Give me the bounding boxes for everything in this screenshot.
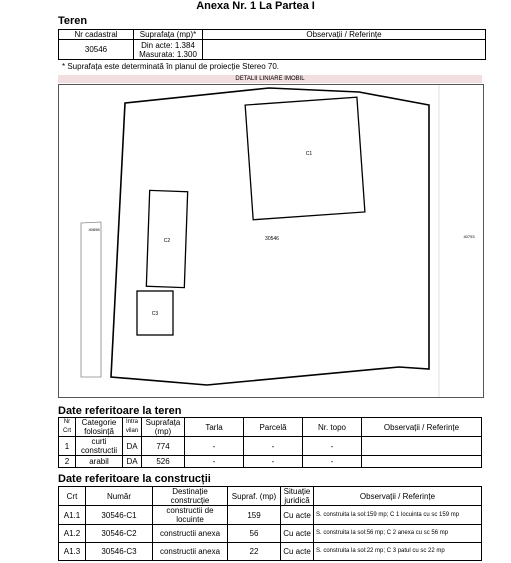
table-row <box>59 437 482 456</box>
label-c2: C2 <box>163 238 171 244</box>
cell: - <box>244 437 303 456</box>
table-row <box>59 506 482 525</box>
cell: curti constructii <box>76 437 123 456</box>
col-supraf: Supraf. (mp) <box>228 487 281 506</box>
col-observatii: Observații / Referințe <box>203 30 486 40</box>
cell: 30546-C3 <box>86 543 153 561</box>
teren-ref-table <box>58 417 482 468</box>
cell: A1.3 <box>59 543 86 561</box>
cell: 30546-C1 <box>86 506 153 525</box>
col-suprafata: Suprafața (mp)* <box>134 30 203 40</box>
label-parcel: 30546 <box>265 236 279 242</box>
col-categorie: Categorie folosință <box>76 418 123 437</box>
table-row <box>59 543 482 561</box>
cell: 1 <box>59 437 76 456</box>
din-acte: Din acte: 1.384 <box>141 40 195 50</box>
cell: S. construita la sol:56 mp; C 2 anexa cu sc 56 mp <box>314 525 482 543</box>
cell: 22 <box>228 543 281 561</box>
cell: S. construita la sol:22 mp; C 3 patul cu sc 22 mp <box>314 543 482 561</box>
masurata: Masurata: 1.300 <box>139 49 197 59</box>
teren-ref-heading: Date referitoare la teren <box>58 405 182 417</box>
col-observatii: Observații / Referințe <box>362 418 482 437</box>
site-plan-svg <box>59 85 483 397</box>
cell: 774 <box>142 437 185 456</box>
cell: 2 <box>59 456 76 468</box>
col-numar: Număr <box>86 487 153 506</box>
col-destinatie: Destinație construcție <box>153 487 228 506</box>
cell: DA <box>123 437 142 456</box>
cadastral-value: 30546 <box>59 40 134 60</box>
cell: - <box>185 456 244 468</box>
drawing-strip: DETALII LINIARE IMOBIL <box>58 75 482 83</box>
surface-note: * Suprafața este determinată în planul de proiecție Stereo 70. <box>62 62 280 71</box>
cell <box>362 456 482 468</box>
cell: 526 <box>142 456 185 468</box>
neighbor-left <box>81 222 101 377</box>
cell: 159 <box>228 506 281 525</box>
label-c3: C3 <box>151 311 159 317</box>
col-nr-cadastral: Nr cadastral <box>59 30 134 40</box>
building-c1 <box>245 97 365 220</box>
col-situatie: Situație juridică <box>281 487 314 506</box>
col-nr-crt: Nr Crt <box>59 418 76 437</box>
label-left: 40698 <box>88 227 100 232</box>
cell <box>362 437 482 456</box>
cell: arabil <box>76 456 123 468</box>
label-c1: C1 <box>305 151 313 157</box>
cell: Cu acte <box>281 543 314 561</box>
col-nr-topo: Nr. topo <box>303 418 362 437</box>
cell: constructii anexa <box>153 543 228 561</box>
constr-heading: Date referitoare la construcții <box>58 473 211 485</box>
cell: A1.1 <box>59 506 86 525</box>
cell: 30546-C2 <box>86 525 153 543</box>
cell: - <box>185 437 244 456</box>
cell: constructii anexa <box>153 525 228 543</box>
cell: Cu acte <box>281 525 314 543</box>
cell: - <box>303 456 362 468</box>
col-intravilan: Intra vilan <box>123 418 142 437</box>
col-parcela: Parcelă <box>244 418 303 437</box>
cell: S. construita la sol:159 mp; C 1 locuinta cu sc 159 mp <box>314 506 482 525</box>
col-observatii: Observații / Referințe <box>314 487 482 506</box>
cell: Cu acte <box>281 506 314 525</box>
cell: constructii de locuinte <box>153 506 228 525</box>
cell: - <box>244 456 303 468</box>
table-row <box>59 525 482 543</box>
teren-heading: Teren <box>58 15 88 27</box>
observatii-value <box>203 40 486 60</box>
constr-table <box>58 486 482 561</box>
cell: - <box>303 437 362 456</box>
cell: A1.2 <box>59 525 86 543</box>
suprafata-value <box>134 40 203 60</box>
teren-table <box>58 29 486 60</box>
page-title: Anexa Nr. 1 La Partea I <box>196 0 315 12</box>
col-crt: Crt <box>59 487 86 506</box>
cell: 56 <box>228 525 281 543</box>
table-row <box>59 456 482 468</box>
col-tarla: Tarla <box>185 418 244 437</box>
col-suprafata: Suprafața (mp) <box>142 418 185 437</box>
cell: DA <box>123 456 142 468</box>
site-plan <box>58 84 484 398</box>
label-right: 40793 <box>463 234 475 239</box>
